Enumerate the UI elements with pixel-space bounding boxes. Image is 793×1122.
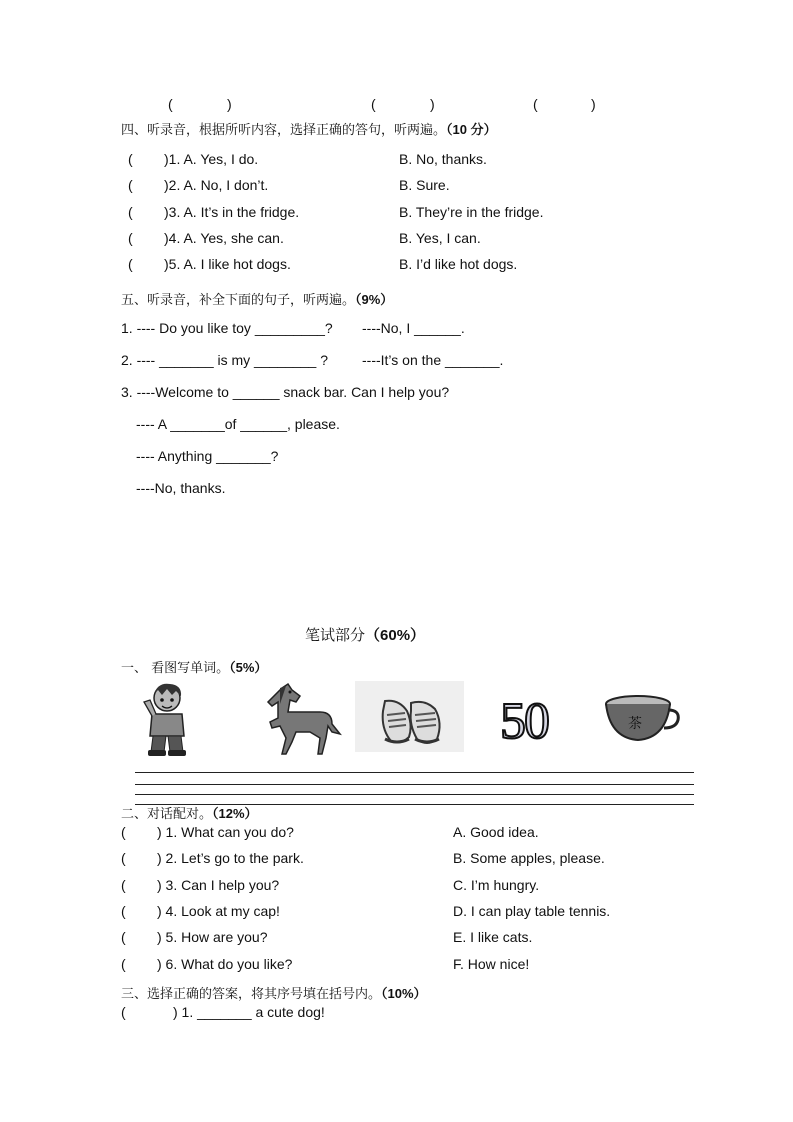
answer-bracket-open: ( (371, 96, 376, 112)
answer-paren[interactable]: ( (121, 903, 126, 919)
matching-question: ) 6. What do you like? (157, 956, 293, 972)
section-title: 三、选择正确的答案，将其序号填在括号内。 (121, 987, 382, 1002)
matching-answer: C. I’m hungry. (453, 877, 540, 893)
choice-question-1: ) 1. _______ a cute dog! (173, 1004, 325, 1020)
answer-paren[interactable]: ( (121, 877, 126, 893)
question-option-a: )5. A. I like hot dogs. (164, 256, 291, 272)
matching-answer: F. How nice! (453, 956, 530, 972)
question-option-b: B. I’d like hot dogs. (399, 256, 518, 272)
matching-question: ) 4. Look at my cap! (157, 903, 280, 919)
matching-answer: B. Some apples, please. (453, 850, 605, 866)
question-option-b: B. They’re in the fridge. (399, 204, 544, 220)
number-fifty-icon: 50 (500, 693, 548, 750)
matching-question: ) 1. What can you do? (157, 824, 294, 840)
dialog-line-6: ----No, thanks. (136, 480, 226, 496)
question-option-a: )2. A. No, I don’t. (164, 177, 269, 193)
matching-question: ) 2. Let’s go to the park. (157, 850, 304, 866)
kid-icon (140, 680, 192, 758)
matching-question: ) 5. How are you? (157, 929, 268, 945)
section-four-heading (121, 119, 497, 138)
answer-paren[interactable]: ( (128, 177, 133, 193)
dialog-line-2a: 2. ---- _______ is my ________ ? (121, 352, 329, 368)
question-option-a: )4. A. Yes, she can. (164, 230, 284, 246)
section-score: （5%） (229, 660, 268, 675)
answer-bracket-close: ) (227, 96, 232, 112)
section-title: 一、 看图写单词。 (121, 661, 230, 676)
matching-answer: A. Good idea. (453, 824, 539, 840)
answer-paren[interactable]: ( (128, 204, 133, 220)
dialog-line-1b: ----No, I ______. (362, 320, 465, 336)
answer-paren[interactable]: ( (121, 956, 126, 972)
answer-bracket-close: ) (430, 96, 435, 112)
answer-paren[interactable]: ( (128, 151, 133, 167)
answer-paren[interactable]: ( (121, 824, 126, 840)
answer-paren[interactable]: ( (128, 256, 133, 272)
answer-paren[interactable]: ( (121, 1004, 126, 1020)
dialog-line-5: ---- Anything _______? (136, 448, 279, 464)
dialog-line-2b: ----It’s on the _______. (362, 352, 504, 368)
dialog-line-1a: 1. ---- Do you like toy _________? (121, 320, 333, 336)
section-score: （10 分） (446, 122, 497, 137)
answer-bracket-open: ( (533, 96, 538, 112)
sneakers-picture (355, 681, 464, 752)
writing-line (135, 794, 694, 795)
section-title: 五、听录音，补全下面的句子，听两遍。 (121, 293, 356, 308)
question-option-b: B. Sure. (399, 177, 450, 193)
section-score: （12%） (212, 806, 258, 821)
answer-paren[interactable]: ( (128, 230, 133, 246)
writing-line (135, 772, 694, 773)
question-option-a: )3. A. It’s in the fridge. (164, 204, 300, 220)
question-option-b: B. Yes, I can. (399, 230, 481, 246)
dialog-line-4: ---- A _______of ______, please. (136, 416, 340, 432)
answer-paren[interactable]: ( (121, 929, 126, 945)
sneakers-icon (355, 681, 464, 752)
section-title: 四、听录音，根据所听内容，选择正确的答句，听两遍。 (121, 123, 447, 138)
section-score: （9%） (355, 292, 394, 307)
section-five-heading (121, 289, 393, 308)
dialog-line-3: 3. ----Welcome to ______ snack bar. Can I help you? (121, 384, 450, 400)
matching-answer: D. I can play table tennis. (453, 903, 611, 919)
question-option-b: B. No, thanks. (399, 151, 487, 167)
section-two-heading (121, 803, 258, 822)
written-part-title (305, 624, 425, 645)
writing-line (135, 784, 694, 785)
number-fifty-picture (500, 693, 550, 752)
answer-bracket-close: ) (591, 96, 596, 112)
answer-bracket-open: ( (168, 96, 173, 112)
matching-question: ) 3. Can I help you? (157, 877, 280, 893)
written-title-score: （60%） (365, 627, 426, 644)
teacup-icon (602, 692, 680, 744)
section-three-heading (121, 983, 427, 1002)
section-title: 二、对话配对。 (121, 807, 213, 822)
section-score: （10%） (381, 986, 427, 1001)
written-title-text: 笔试部分 (305, 626, 366, 644)
section-one-heading (121, 657, 267, 676)
tea-character: 茶 (628, 716, 642, 732)
horse-icon (262, 682, 342, 760)
answer-paren[interactable]: ( (121, 850, 126, 866)
question-option-a: )1. A. Yes, I do. (164, 151, 259, 167)
matching-answer: E. I like cats. (453, 929, 533, 945)
